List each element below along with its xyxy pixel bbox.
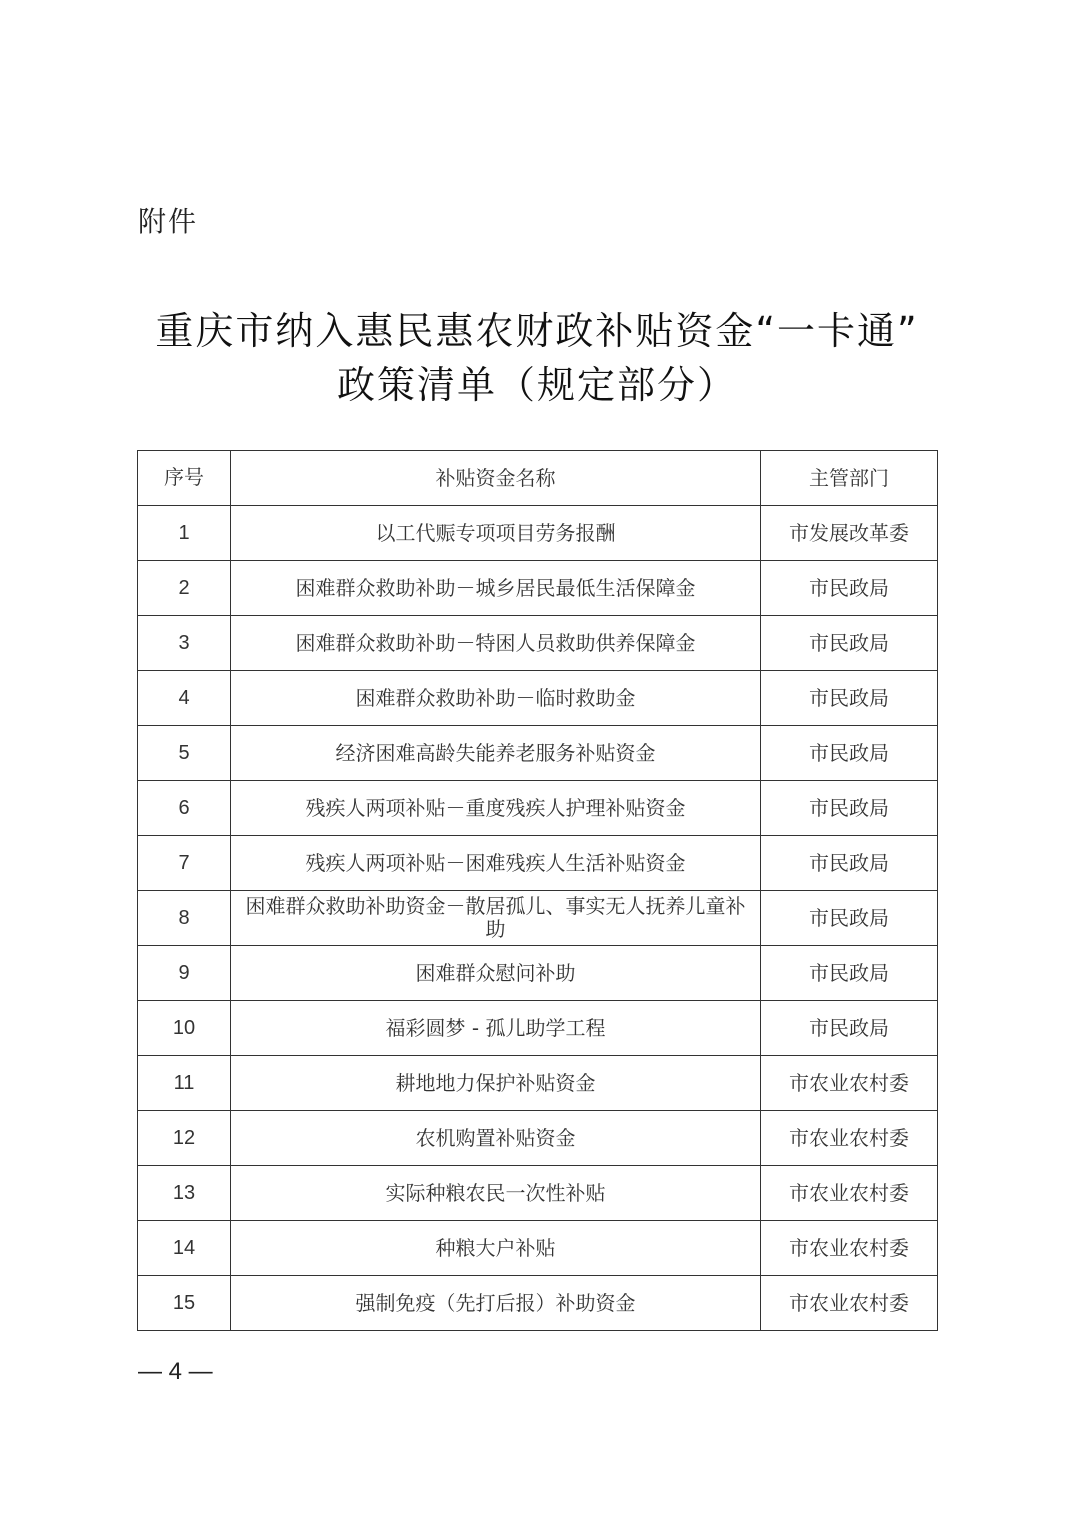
cell-name: 经济困难高龄失能养老服务补贴资金 [231,726,761,781]
table-row [138,726,938,781]
document-title-line-2: 政策清单（规定部分） [336,363,737,407]
cell-name: 强制免疫（先打后报）补助资金 [231,1276,761,1331]
cell-dept: 市民政局 [761,836,938,891]
cell-index: 7 [138,836,231,891]
cell-dept: 市农业农村委 [761,1056,938,1111]
table-row [138,891,938,946]
table-row [138,561,938,616]
column-header-name: 补贴资金名称 [231,451,761,506]
cell-dept: 市农业农村委 [761,1111,938,1166]
cell-index: 4 [138,671,231,726]
table-row [138,1276,938,1331]
table-row [138,671,938,726]
table-row [138,506,938,561]
table-row [138,616,938,671]
cell-index: 12 [138,1111,231,1166]
table-row [138,1111,938,1166]
cell-name: 福彩圆梦 - 孤儿助学工程 [231,1001,761,1056]
page-number: — 4 — [138,1358,213,1385]
cell-dept: 市发展改革委 [761,506,938,561]
cell-name: 以工代赈专项项目劳务报酬 [231,506,761,561]
policy-table [137,450,938,1331]
cell-name: 困难群众慰问补助 [231,946,761,1001]
cell-name: 实际种粮农民一次性补贴 [231,1166,761,1221]
cell-name: 困难群众救助补助－城乡居民最低生活保障金 [231,561,761,616]
cell-dept: 市民政局 [761,671,938,726]
table-row [138,1221,938,1276]
cell-name: 残疾人两项补贴－重度残疾人护理补贴资金 [231,781,761,836]
cell-index: 13 [138,1166,231,1221]
column-header-dept: 主管部门 [761,451,938,506]
attachment-label: 附件 [138,205,199,238]
cell-dept: 市民政局 [761,781,938,836]
cell-dept: 市农业农村委 [761,1166,938,1221]
table-row [138,946,938,1001]
table-row [138,1056,938,1111]
cell-index: 8 [138,891,231,946]
table-row [138,781,938,836]
cell-name: 种粮大户补贴 [231,1221,761,1276]
table-row [138,1166,938,1221]
cell-index: 5 [138,726,231,781]
cell-dept: 市民政局 [761,561,938,616]
cell-index: 6 [138,781,231,836]
cell-name: 耕地地力保护补贴资金 [231,1056,761,1111]
cell-dept: 市农业农村委 [761,1221,938,1276]
cell-name: 农机购置补贴资金 [231,1111,761,1166]
cell-index: 14 [138,1221,231,1276]
document-title-line-1: 重庆市纳入惠民惠农财政补贴资金“一卡通” [155,309,919,353]
cell-index: 1 [138,506,231,561]
cell-index: 11 [138,1056,231,1111]
cell-dept: 市民政局 [761,1001,938,1056]
cell-index: 15 [138,1276,231,1331]
cell-dept: 市民政局 [761,946,938,1001]
cell-name: 困难群众救助补助－特困人员救助供养保障金 [231,616,761,671]
cell-dept: 市民政局 [761,616,938,671]
column-header-index: 序号 [138,451,231,506]
cell-index: 2 [138,561,231,616]
cell-name: 困难群众救助补助－临时救助金 [231,671,761,726]
table-row [138,1001,938,1056]
cell-index: 10 [138,1001,231,1056]
table-header-row [138,451,938,506]
cell-index: 3 [138,616,231,671]
cell-name: 困难群众救助补助资金－散居孤儿、事实无人抚养儿童补助 [231,891,761,946]
table-row [138,836,938,891]
cell-index: 9 [138,946,231,1001]
cell-dept: 市农业农村委 [761,1276,938,1331]
cell-dept: 市民政局 [761,891,938,946]
cell-dept: 市民政局 [761,726,938,781]
cell-name: 残疾人两项补贴－困难残疾人生活补贴资金 [231,836,761,891]
